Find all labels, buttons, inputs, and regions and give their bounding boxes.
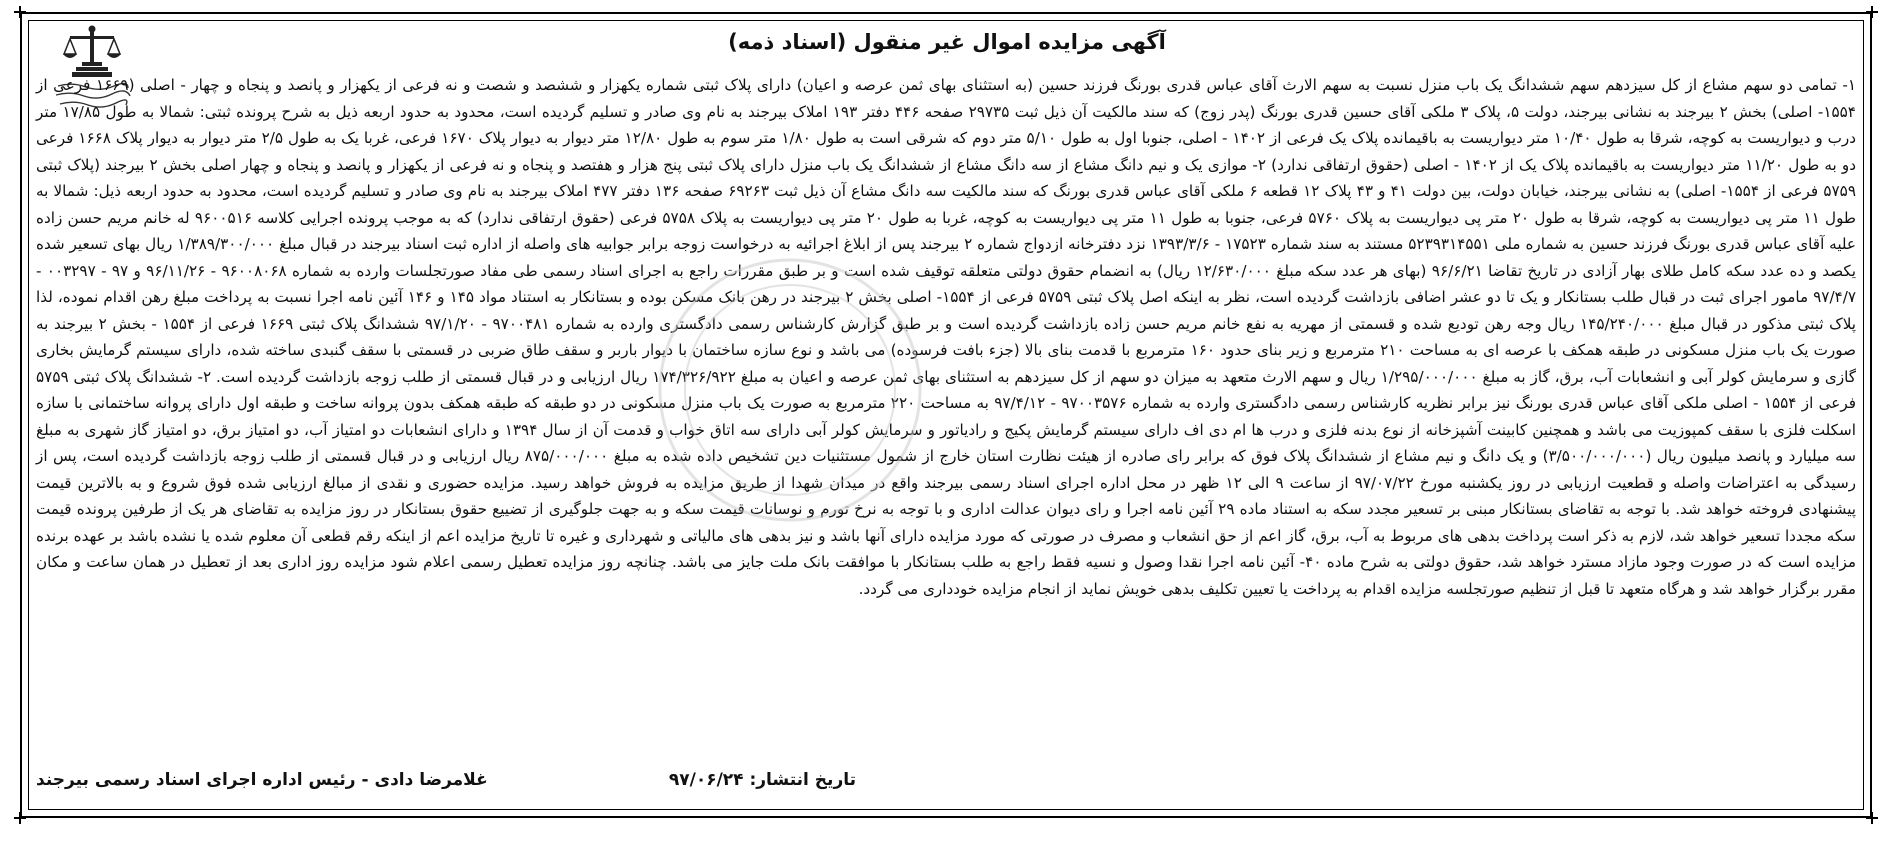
corner-mark	[1866, 6, 1878, 18]
corner-mark	[1866, 812, 1878, 824]
publish-date-label: تاریخ انتشار:	[749, 770, 856, 790]
corner-mark	[14, 812, 26, 824]
notice-title: آگهی مزایده اموال غیر منقول (اسناد ذمه)	[728, 30, 1166, 54]
publish-date-line	[669, 770, 856, 790]
corner-mark	[14, 6, 26, 18]
notice-paragraph: ۱- تمامی دو سهم مشاع از کل سیزدهم سهم ششدانگ یک باب منزل نسبت به سهم الارث آقای عباس قدری بورنگ فرزند حسین (به استثنای بهای ثمن عرصه و اعیان) دارای پلاک ثبتی شماره یکهزار و ششصد و شصت و نه فرعی از یکهزار و پانصد و پنجاه و چهار - اصلی (۱۶۶۹ فرعی از ۱۵۵۴- اصلی) بخش ۲ بیرجند به نشانی بیرجند، دولت ۵، پلاک ۳ ملکی آقای حسین قدری بورنگ (پدر زوج) که سند مالکیت آن ذیل ثبت ۲۹۷۳۵ صفحه ۴۴۶ دفتر ۱۹۳ املاک بیرجند به نام وی صادر و تسلیم گردیده است، محدود به حدود اربعه ذیل به شرح پرونده ثبتی: شمالا به طول ۱۷/۸۵ متر درب و دیواریست به کوچه، شرقا به طول ۱۰/۴۰ متر دیواریست به باقیمانده پلاک یک فرعی از ۱۴۰۲ - اصلی، جنوبا اول به طول ۵/۱۰ متر دوم که شرقی است به طول ۱/۸۰ متر سوم به طول ۱۲/۸۰ متر دیوار به دیوار پلاک ۱۶۷۰ فرعی، غربا یک به طول ۲/۵ متر دیوار به دیوار پلاک ۱۶۶۸ فرعی دو به طول ۱۱/۲۰ متر دیواریست به باقیمانده پلاک یک از ۱۴۰۲ - اصلی (حقوق ارتفاقی ندارد) ۲- موازی یک و نیم دانگ مشاع از سه دانگ مشاع از ششدانگ یک باب منزل دارای پلاک ثبتی پنج هزار و هفتصد و پنجاه و نه فرعی از یکهزار و پانصد و پنجاه و چهار اصلی بخش ۲ بیرجند (پلاک ثبتی ۵۷۵۹ فرعی از ۱۵۵۴- اصلی) به نشانی بیرجند، خیابان دولت، بین دولت ۴۱ و ۴۳ پلاک ۱۲ قطعه ۶ ملکی آقای عباس قدری بورنگ که سند مالکیت سه دانگ مشاع آن ذیل ثبت ۶۹۲۶۳ صفحه ۱۳۶ دفتر ۴۷۷ املاک بیرجند به نام وی صادر و تسلیم گردیده است، محدود به حدود اربعه ذیل: شمالا به طول ۱۱ متر پی دیواریست به کوچه، شرقا به طول ۲۰ متر پی دیواریست به پلاک ۵۷۶۰ فرعی، جنوبا به طول ۱۱ متر پی دیواریست به کوچه، غربا به طول ۲۰ متر پی دیواریست به پلاک ۵۷۵۸ فرعی (حقوق ارتفاقی ندارد) که به موجب پرونده اجرایی کلاسه ۹۶۰۰۵۱۶ له خانم مریم حسن زاده علیه آقای عباس قدری بورنگ فرزند حسین به شماره ملی ۵۲۳۹۳۱۴۵۵۱ مستند به سند شماره ۱۷۵۲۳ - ۱۳۹۳/۳/۶ نزد دفترخانه ازدواج شماره ۲ بیرجند پس از ابلاغ اجرائیه به درخواست زوجه برابر جوابیه های واصله از اداره ثبت اسناد بیرجند در قبال مبلغ ۱/۳۸۹/۳۰۰/۰۰۰ ریال بهای تسعیر شده یکصد و ده عدد سکه کامل طلای بهار آزادی در تاریخ تقاضا ۹۶/۶/۲۱ (بهای هر عدد سکه مبلغ ۱۲/۶۳۰/۰۰۰ ریال) به انضمام حقوق دولتی متعلقه توقیف شده است و بر طبق مقررات راجع به اجرای اسناد رسمی طی مفاد صورتجلسات وارده به شماره ۹۶۰۰۸۰۶۸ - ۹۶/۱۱/۲۶ و ۹۷ - ۰۰۳۲۹۷ - ۹۷/۴/۷ مامور اجرای ثبت در قبال طلب بستانکار و یک تا دو عشر اضافی بازداشت گردیده است، نظر به اینکه اصل پلاک ثبتی ۵۷۵۹ فرعی از ۱۵۵۴- اصلی بخش ۲ بیرجند در رهن بانک مسکن بوده و بستانکار به استناد مواد ۱۴۵ و ۱۴۶ آئین نامه اجرا نسبت به پرداخت مبلغ رهن اقدام نموده، لذا پلاک ثبتی مذکور در قبال مبلغ ۱۴۵/۲۴۰/۰۰۰ ریال وجه رهن تودیع شده و قسمتی از مهریه به نفع خانم مریم حسن زاده بازداشت گردیده است و بر طبق گزارش کارشناس رسمی دادگستری وارده به شماره ۹۷۰۰۴۸۱ - ۹۷/۱/۲۰ ششدانگ پلاک ثبتی ۱۶۶۹ فرعی از ۱۵۵۴ - بخش ۲ بیرجند به صورت یک باب منزل مسکونی در طبقه همکف با عرصه ای به مساحت ۲۱۰ مترمربع و زیر بنای حدود ۱۶۰ مترمربع با قدمت بنای بالا (جزء بافت فرسوده) می باشد و نوع سازه ساختمان با دیوار باربر و سقف طاق ضربی در قسمتی با سقف گنبدی ساخته شده، دارای سیستم گرمایش بخاری گازی و سرمایش کولر آبی و انشعابات آب، برق، گاز به مبلغ ۱/۲۹۵/۰۰۰/۰۰۰ ریال و سهم الارث متعهد به میزان دو سهم از کل سیزدهم به استثنای بهای ثمن عرصه و اعیان به مبلغ ۱۷۴/۳۲۶/۹۲۲ ریال ارزیابی و در قبال قسمتی از طلب زوجه بازداشت گردیده است. ۲- ششدانگ پلاک ثبتی ۵۷۵۹ فرعی از ۱۵۵۴ - اصلی ملکی آقای عباس قدری بورنگ نیز برابر نظریه کارشناس رسمی دادگستری وارده به شماره ۹۷۰۰۳۵۷۶ - ۹۷/۴/۱۲ به مساحت ۲۲۰ مترمربع به صورت یک باب منزل مسکونی در دو طبقه که طبقه همکف بدون پروانه ساخت و طبقه اول دارای پروانه ساختمانی با سازه اسکلت فلزی با سقف کمپوزیت می باشد و همچنین کابینت آشپزخانه از نوع بدنه فلزی و درب ها ام دی اف دارای سیستم گرمایش پکیج و رادیاتور و سرمایش کولر آبی دارای سه اتاق خواب و قدمت آن از سال ۱۳۹۴ و دارای انشعابات دو امتیاز آب، دو امتیاز برق، دو امتیاز گاز شهری به مبلغ سه میلیارد و پانصد میلیون ریال (۳/۵۰۰/۰۰۰/۰۰۰) و یک دانگ و نیم مشاع از ششدانگ پلاک فوق که برابر رای صادره از هیئت نظارت استان خارج از شمول مستثنیات دین تشخیص داده شده به مبلغ ۸۷۵/۰۰۰/۰۰۰ ریال ارزیابی و در قبال قسمتی از طلب زوجه بازداشت گردیده است، پس از رسیدگی به اعتراضات واصله و قطعیت ارزیابی در روز یکشنبه مورخ ۹۷/۰۷/۲۲ از ساعت ۹ الی ۱۲ ظهر در محل اداره اجرای اسناد رسمی بیرجند واقع در میدان شهدا از طریق مزایده به فروش خواهد رسید. مزایده حضوری و نقدی از مبالغ ارزیابی شده فوق شروع و به بالاترین قیمت پیشنهادی فروخته خواهد شد. با توجه به تقاضای بستانکار مبنی بر تسعیر مجدد سکه به استناد ماده ۲۹ آئین نامه اجرا و رای دیوان عدالت اداری و با توجه به نرخ تورم و نوسانات قیمت سکه و به جهت جلوگیری از تضییع حقوق بستانکار در روز مزایده به تقاضای هر یک از طرفین پرونده قیمت سکه مجددا تسعیر خواهد شد، لازم به ذکر است پرداخت بدهی های مربوط به آب، برق، گاز اعم از حق انشعاب و مصرف در صورتی که مورد مزایده دارای آنها باشد و نیز بدهی های مالیاتی و شهرداری و غیره تا تاریخ مزایده اعم از اینکه رقم قطعی آن معلوم شده یا نشده باشد بر عهده برنده مزایده است که در صورت وجود مازاد مسترد خواهد شد، حقوق دولتی به شرح ماده ۴۰- آئین نامه اجرا نقدا وصول و نسیه فقط راجع به طلب بستانکار با موافقت بانک ملت جایز می باشد. چنانچه روز مزایده تعطیل رسمی اعلام شود مزایده روز اداری بعد از تعطیل در همان ساعت و مکان مقرر برگزار خواهد شد و هرگاه متعهد تا قبل از تنظیم صورتجلسه مزایده اقدام به پرداخت یا تعیین تکلیف بدهی خویش نماید از انجام مزایده خودداری می گردد.	[36, 76, 1857, 598]
publish-date: ۹۷/۰۶/۲۴	[668, 770, 744, 790]
signature-line: غلامرضا دادی - رئیس اداره اجرای اسناد رسمی بیرجند	[36, 770, 488, 790]
notice-body	[36, 72, 1856, 602]
